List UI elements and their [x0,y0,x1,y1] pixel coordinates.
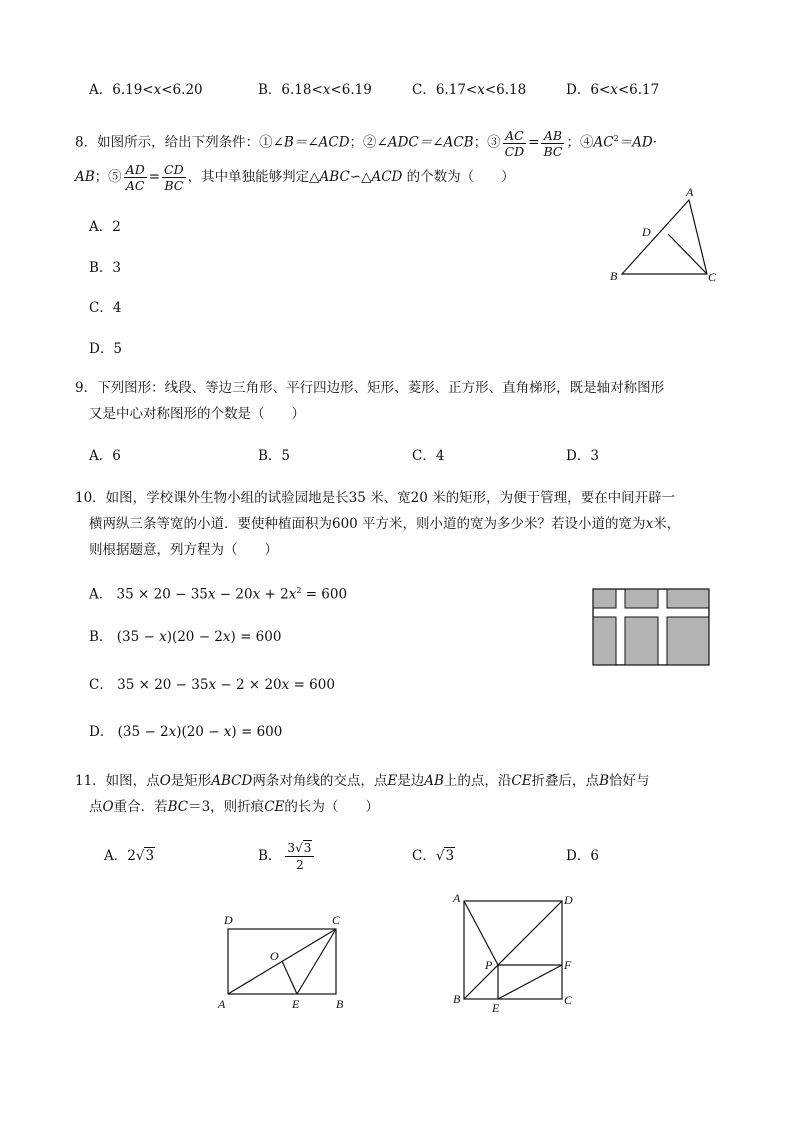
triangle-abc [622,200,707,274]
q10-stem-line2: 横两纵三条等宽的小道．要使种植面积为600 平方米，则小道的宽为多少米？若设小道的宽为x米， [89,516,681,532]
segment-ef [498,965,562,999]
q7-option-a: A．6.19<x<6.20 [89,82,203,98]
q9-option-a: A．6 [89,448,121,464]
label-f: F [564,958,572,972]
label-p: P [485,958,493,972]
label-b: B [336,997,344,1011]
q9-option-d: D．3 [566,448,599,464]
q10-garden-figure [592,588,712,668]
q8-fraction-ac-cd: $\frac{AC}{CD}$ [504,127,525,159]
q11-option-d: D．6 [566,848,599,864]
label-a: A [218,997,226,1011]
label-a: A [686,185,694,199]
label-c: C [564,993,573,1007]
vertical-path-left [616,590,625,664]
q8-stem-line1: 8．如图所示，给出下列条件：①∠B＝∠ACD；②∠ADC＝∠ACB；③ $\frac{AC}{CD}$ = $\frac{AB}{BC}$ ；$④AC^2=AD\cdot$ [75,127,658,159]
label-c: C [332,913,341,927]
q11-figure-rectangle [214,908,354,1016]
q8-option-d: D．5 [89,341,122,357]
q8-option-a: A．2 [89,219,121,235]
q11-figure-square [448,888,588,1016]
q8-stem-line2: AB；⑤ $\frac{AD}{AC}$ = $\frac{CD}{BC}$ ，其中单独能够判定△ABC∽△ACD 的个数为（ ） [75,162,515,193]
label-e: E [492,1001,500,1015]
q8-option-b: B．3 [89,260,122,276]
q10-stem-line1: 10．如图，学校课外生物小组的试验园地是长35 米、宽20 米的矩形，为便于管理，要在中间开辟一 [75,490,676,506]
segment-ce [297,929,336,994]
q8-triangle-figure [600,182,730,287]
q11-option-b: B． $\frac{3√3}{2}$ [258,836,314,876]
q11-fraction-b: $\frac{3√3}{2}$ [285,840,314,873]
q11-option-c: C．√3 [412,848,455,864]
q11-option-a: A．2√3 [104,848,155,864]
label-a: A [453,891,461,905]
q10-option-d: D． (35 − 2x)(20 − x) = 600 [89,724,283,740]
vertical-path-right [658,590,667,664]
sqrt-icon: √ [295,841,303,855]
diagonal-bd [464,901,562,999]
q10-stem-line3: 则根据题意，列方程为（ ） [89,542,278,558]
q9-option-b: B．5 [258,448,291,464]
label-d: D [642,225,651,239]
sqrt-icon: √ [435,848,445,864]
label-e: E [292,997,300,1011]
label-c: C [708,270,717,284]
q11-stem-line2: 点O重合．若BC＝3，则折痕CE的长为（ ） [89,799,379,815]
q8-fraction-ad-ac: $\frac{AD}{AC}$ [125,162,145,193]
segment-cd [668,234,707,274]
q10-option-c: C． 35 × 20 − 35x − 2 × 20x = 600 [89,677,335,693]
label-d: D [224,913,233,927]
label-o: O [270,949,279,963]
q8-fraction-ab-bc: $\frac{AB}{BC}$ [543,127,563,159]
q8-option-c: C．4 [89,300,122,316]
garden-rect [593,589,709,665]
q9-stem-line1: 9．下列图形：线段、等边三角形、平行四边形、矩形、菱形、正方形、直角梯形，既是轴对称图形 [75,380,665,396]
q9-option-c: C．4 [412,448,445,464]
q7-option-b: B．6.18<x<6.19 [258,82,372,98]
q7-option-c: C．6.17<x<6.18 [412,82,527,98]
q10-option-b: B． (35 − x)(20 − 2x) = 600 [89,629,282,645]
horizontal-path [594,608,708,617]
label-d: D [564,893,573,907]
q11-stem-line1: 11．如图，点O是矩形ABCD两条对角线的交点，点E是边AB上的点，沿CE折叠后，点B恰好与 [75,773,650,789]
q8-fraction-cd-bc: $\frac{CD}{BC}$ [164,162,184,193]
q7-option-d: D．6<x<6.17 [566,82,660,98]
q10-option-a: A． $35 \times 20 - 35x - 20x + 2x^2 = 600$ [89,586,348,603]
label-b: B [453,992,461,1006]
segment-ap [464,901,498,965]
label-b: B [610,269,618,283]
q9-stem-line2: 又是中心对称图形的个数是（ ） [89,406,305,422]
segment-oe [282,961,297,994]
sqrt-icon: √ [135,848,145,864]
